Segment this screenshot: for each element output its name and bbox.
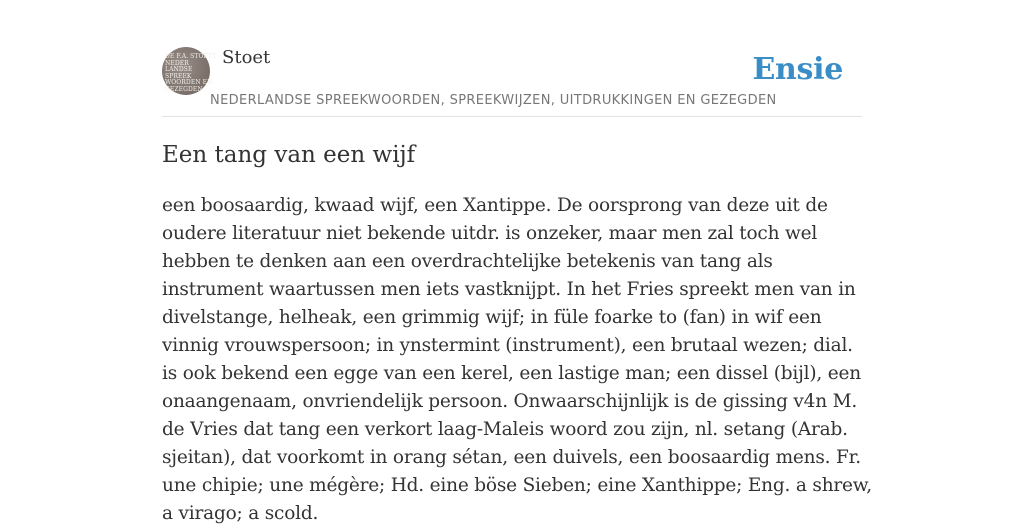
entry-title: Een tang van een wijf bbox=[162, 142, 416, 168]
brand-logo[interactable]: Ensie bbox=[752, 52, 843, 87]
avatar-line: SPREEK bbox=[165, 72, 192, 80]
avatar-line: NEDER bbox=[165, 59, 189, 67]
avatar-book-cover bbox=[165, 53, 217, 93]
avatar-line: DE F.A. STOETT bbox=[165, 53, 217, 60]
avatar[interactable] bbox=[162, 47, 217, 95]
author-name[interactable]: Stoet bbox=[222, 47, 271, 68]
avatar-line: GEZEGDEN bbox=[165, 85, 203, 93]
source-tagline: NEDERLANDSE SPREEKWOORDEN, SPREEKWIJZEN, UITDRUKKINGEN EN GEZEGDEN bbox=[210, 93, 777, 108]
page bbox=[162, 0, 872, 524]
entry-body: een boosaardig, kwaad wijf, een Xantippe. De oorsprong van deze uit de oudere literatuur niet bekende uitdr. is onzeker, maar men zal toch wel hebben te denken aan een overdrachtelijke betekenis van tang als instrument waartussen men iets vastknijpt. In het Fries spreekt men van in divelstange, helheak, een grimmig wijf; in füle foarke to (fan) in wif een vinnig vrouwspersoon; in ynstermint (instrument), een brutaal wezen; dial. is ook bekend een egge van een kerel, een lastige man; een dissel (bijl), een onaangenaam, onvriendelijk persoon. Onwaarschijnlijk is de gissing v4n M. de Vries dat tang een verkort laag-Maleis woord zou zijn, nl. setang (Arab. sjeitan), dat voorkomt in orang sétan, een duivels, een boosaardig mens. Fr. une chipie; une mégère; Hd. eine böse Sieben; eine Xanthippe; Eng. a shrew, a virago; a scold. bbox=[162, 195, 872, 524]
header bbox=[162, 46, 862, 117]
avatar-line: LANDSE bbox=[165, 66, 193, 73]
avatar-line: WOORDEN EN bbox=[165, 79, 213, 86]
